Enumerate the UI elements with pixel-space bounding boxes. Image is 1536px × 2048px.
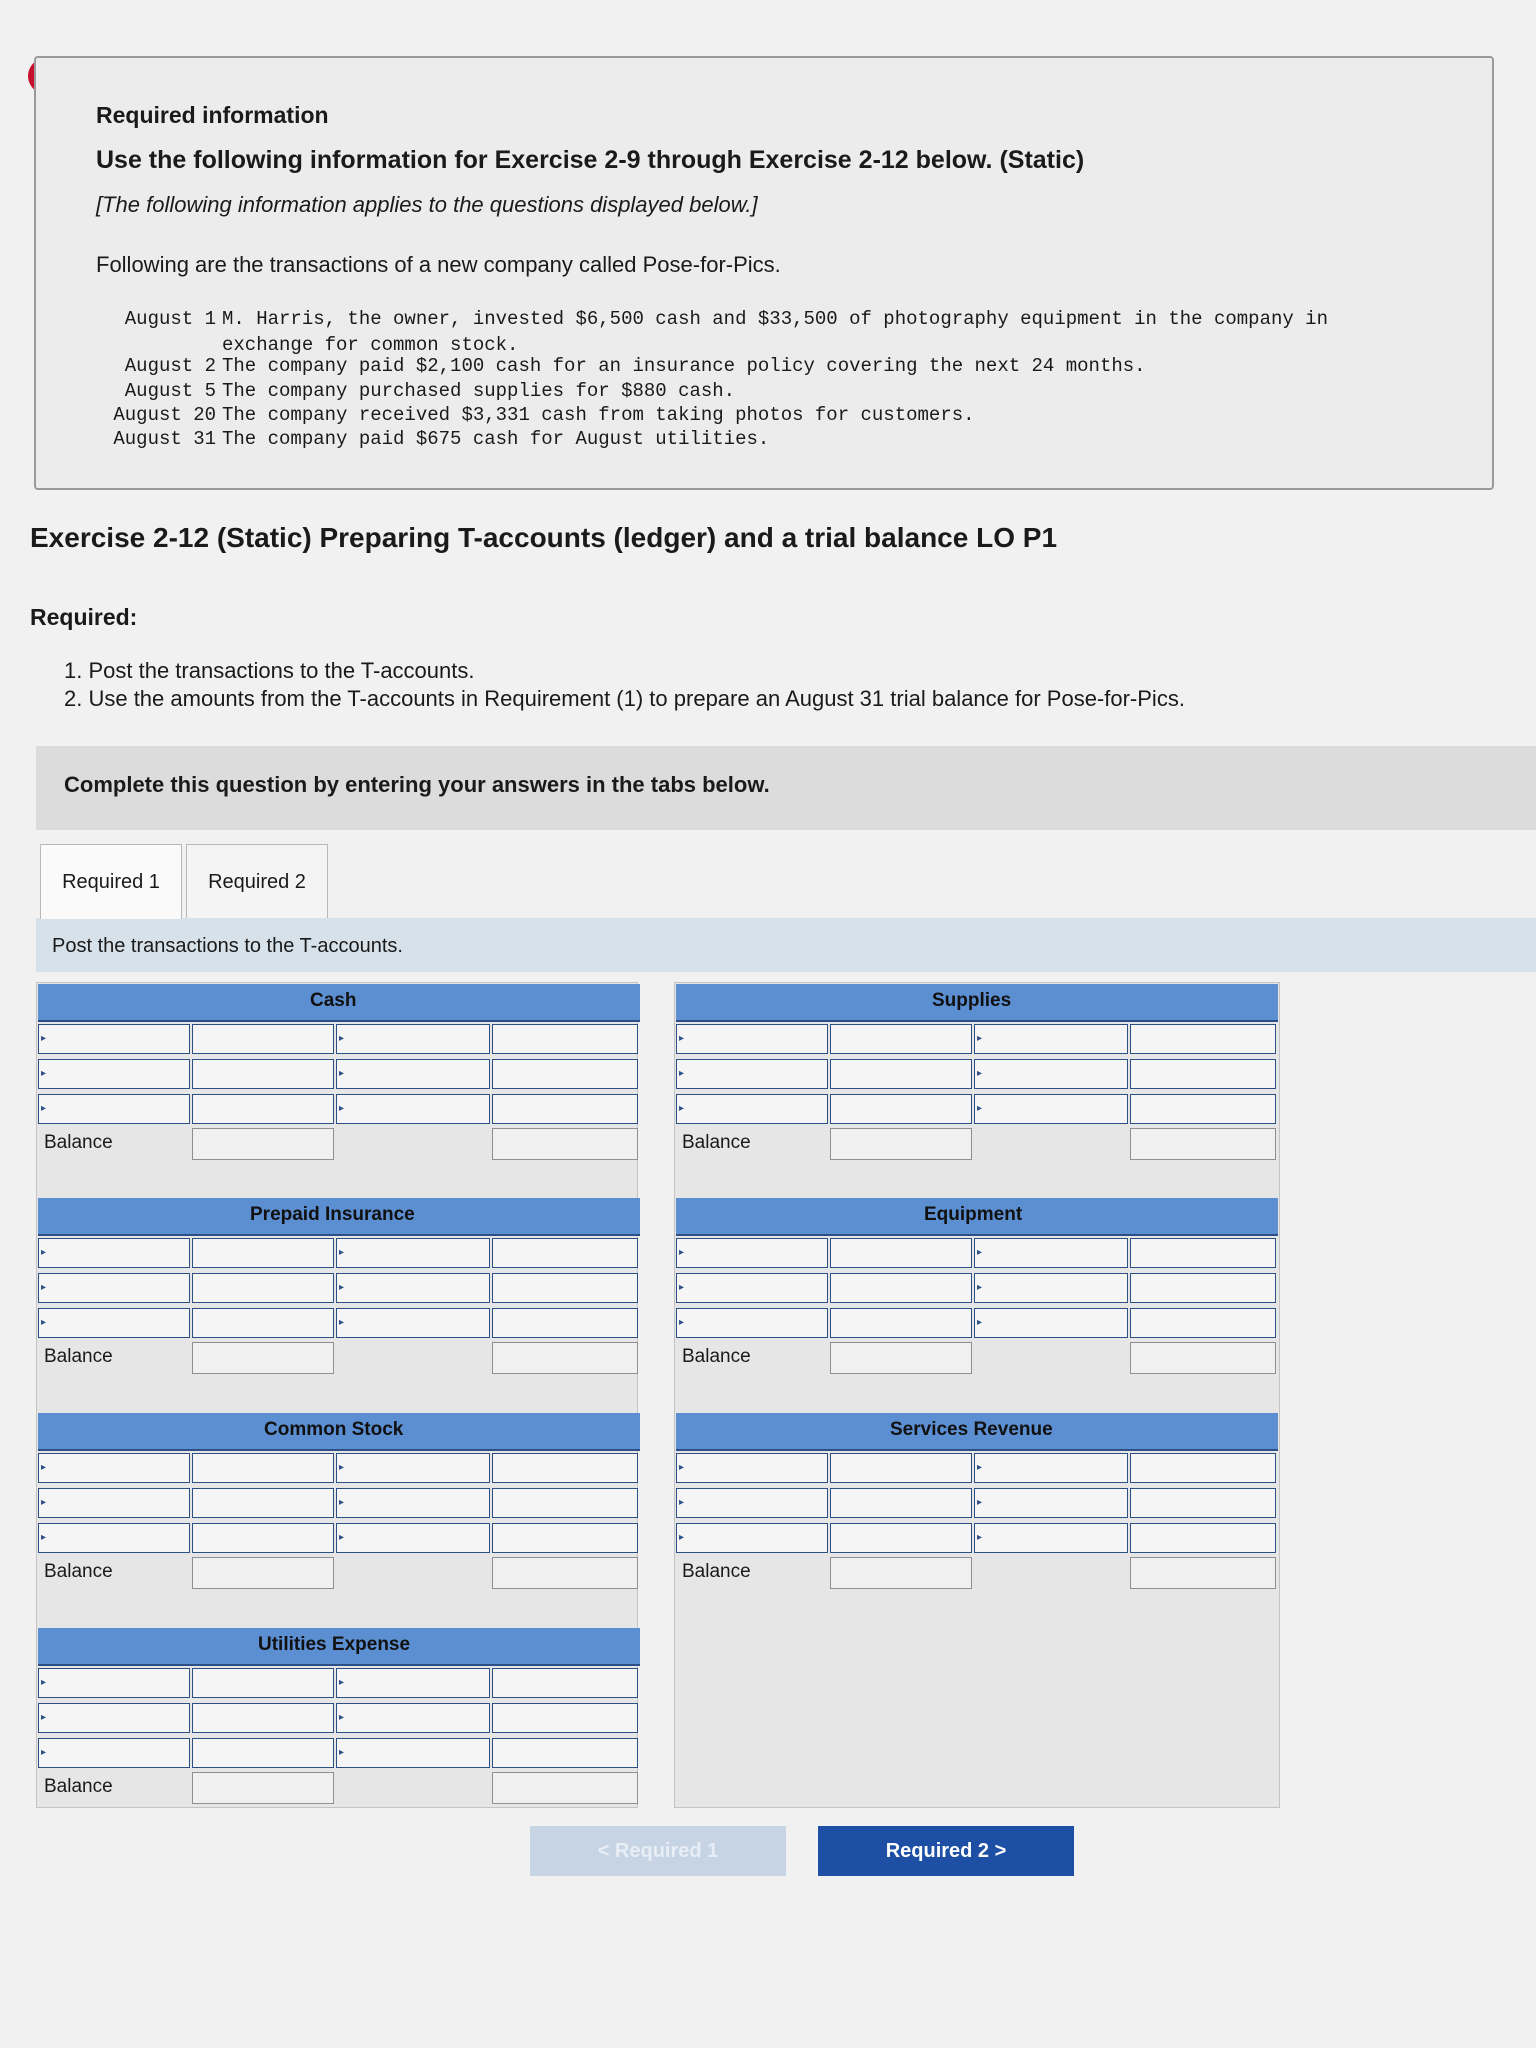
credit-amount-input[interactable] — [1130, 1453, 1276, 1483]
debit-amount-input[interactable] — [192, 1523, 334, 1553]
debit-amount-input[interactable] — [192, 1273, 334, 1303]
debit-balance-input[interactable] — [830, 1342, 972, 1374]
debit-balance-input[interactable] — [192, 1772, 334, 1804]
debit-amount-input[interactable] — [192, 1024, 334, 1054]
t-account-title: Common Stock — [264, 1419, 404, 1440]
dropdown-marker-icon: ▸ — [339, 1317, 345, 1328]
debit-amount-input[interactable] — [192, 1453, 334, 1483]
dropdown-marker-icon: ▸ — [339, 1747, 345, 1758]
debit-balance-input[interactable] — [192, 1342, 334, 1374]
credit-amount-input[interactable] — [492, 1238, 638, 1268]
debit-account-select[interactable] — [38, 1094, 190, 1124]
dropdown-marker-icon: ▸ — [41, 1247, 47, 1258]
credit-amount-input[interactable] — [492, 1523, 638, 1553]
info-intro: Following are the transactions of a new company called Pose-for-Pics. — [96, 252, 781, 277]
credit-amount-input[interactable] — [492, 1453, 638, 1483]
t-account-title: Utilities Expense — [258, 1634, 411, 1655]
dropdown-marker-icon: ▸ — [977, 1033, 983, 1044]
dropdown-marker-icon: ▸ — [977, 1068, 983, 1079]
credit-account-select[interactable] — [336, 1668, 490, 1698]
credit-account-select[interactable] — [336, 1738, 490, 1768]
credit-amount-input[interactable] — [492, 1059, 638, 1089]
credit-account-select[interactable] — [336, 1024, 490, 1054]
dropdown-marker-icon: ▸ — [339, 1068, 345, 1079]
credit-balance-input[interactable] — [1130, 1557, 1276, 1589]
debit-account-select[interactable] — [38, 1523, 190, 1553]
debit-amount-input[interactable] — [830, 1453, 972, 1483]
credit-balance-input[interactable] — [492, 1342, 638, 1374]
balance-label: Balance — [682, 1561, 751, 1582]
debit-account-select[interactable] — [38, 1024, 190, 1054]
dropdown-marker-icon: ▸ — [41, 1497, 47, 1508]
tab-instruction-text: Post the transactions to the T-accounts. — [52, 935, 403, 957]
transaction-text: The company received $3,331 cash from taking photos for customers. — [222, 404, 975, 426]
balance-label: Balance — [682, 1346, 751, 1367]
dropdown-marker-icon: ▸ — [977, 1497, 983, 1508]
dropdown-marker-icon: ▸ — [977, 1103, 983, 1114]
info-subtitle: Use the following information for Exercise 2-9 through Exercise 2-12 below. (Static) — [96, 146, 1085, 174]
credit-balance-input[interactable] — [492, 1557, 638, 1589]
dropdown-marker-icon: ▸ — [679, 1247, 685, 1258]
debit-account-select[interactable] — [676, 1523, 828, 1553]
t-account-title: Services Revenue — [890, 1419, 1053, 1440]
debit-amount-input[interactable] — [830, 1094, 972, 1124]
debit-balance-input[interactable] — [830, 1128, 972, 1160]
dropdown-marker-icon: ▸ — [339, 1103, 345, 1114]
transaction-date: August 31 — [113, 428, 216, 450]
t-account-header — [676, 984, 1278, 1022]
dropdown-marker-icon: ▸ — [339, 1462, 345, 1473]
balance-label: Balance — [44, 1561, 113, 1582]
dropdown-marker-icon: ▸ — [41, 1068, 47, 1079]
credit-account-select[interactable] — [974, 1488, 1128, 1518]
credit-amount-input[interactable] — [492, 1273, 638, 1303]
debit-balance-input[interactable] — [192, 1128, 334, 1160]
dropdown-marker-icon: ▸ — [977, 1317, 983, 1328]
debit-account-select[interactable] — [676, 1273, 828, 1303]
credit-account-select[interactable] — [336, 1308, 490, 1338]
credit-account-select[interactable] — [974, 1308, 1128, 1338]
credit-amount-input[interactable] — [492, 1738, 638, 1768]
debit-amount-input[interactable] — [192, 1059, 334, 1089]
dropdown-marker-icon: ▸ — [41, 1677, 47, 1688]
debit-amount-input[interactable] — [830, 1238, 972, 1268]
credit-account-select[interactable] — [336, 1273, 490, 1303]
dropdown-marker-icon: ▸ — [41, 1747, 47, 1758]
t-account-cash — [38, 984, 640, 1156]
transaction-text: The company paid $2,100 cash for an insurance policy covering the next 24 months. — [222, 355, 1146, 377]
debit-balance-input[interactable] — [192, 1557, 334, 1589]
debit-amount-input[interactable] — [192, 1488, 334, 1518]
credit-account-select[interactable] — [974, 1453, 1128, 1483]
t-account-header — [38, 1413, 640, 1451]
credit-balance-input[interactable] — [1130, 1342, 1276, 1374]
t-account-title: Equipment — [924, 1204, 1023, 1225]
credit-account-select[interactable] — [974, 1273, 1128, 1303]
transaction-date: August 2 — [124, 355, 216, 377]
t-account-services-revenue — [676, 1413, 1278, 1585]
dropdown-marker-icon: ▸ — [339, 1033, 345, 1044]
debit-account-select[interactable] — [676, 1488, 828, 1518]
t-account-title: Supplies — [932, 990, 1012, 1011]
dropdown-marker-icon: ▸ — [679, 1033, 685, 1044]
required-label: Required: — [30, 604, 138, 630]
credit-account-select[interactable] — [974, 1523, 1128, 1553]
info-note: [The following information applies to the questions displayed below.] — [96, 192, 758, 217]
dropdown-marker-icon: ▸ — [41, 1103, 47, 1114]
debit-amount-input[interactable] — [830, 1024, 972, 1054]
debit-account-select[interactable] — [38, 1059, 190, 1089]
credit-amount-input[interactable] — [1130, 1308, 1276, 1338]
credit-account-select[interactable] — [974, 1094, 1128, 1124]
previous-button[interactable]: < Required 1 — [530, 1826, 786, 1876]
debit-amount-input[interactable] — [830, 1488, 972, 1518]
debit-account-select[interactable] — [38, 1308, 190, 1338]
credit-account-select[interactable] — [336, 1059, 490, 1089]
credit-amount-input[interactable] — [1130, 1488, 1276, 1518]
credit-amount-input[interactable] — [492, 1024, 638, 1054]
t-account-supplies — [676, 984, 1278, 1156]
dropdown-marker-icon: ▸ — [679, 1317, 685, 1328]
debit-account-select[interactable] — [676, 1308, 828, 1338]
exercise-title: Exercise 2-12 (Static) Preparing T-accounts (ledger) and a trial balance LO P1 — [30, 522, 1058, 553]
debit-amount-input[interactable] — [192, 1738, 334, 1768]
t-account-utilities-expense — [38, 1628, 640, 1800]
dropdown-marker-icon: ▸ — [339, 1712, 345, 1723]
credit-account-select[interactable] — [974, 1238, 1128, 1268]
credit-amount-input[interactable] — [492, 1703, 638, 1733]
credit-account-select[interactable] — [974, 1024, 1128, 1054]
balance-label: Balance — [44, 1132, 113, 1153]
transaction-text: The company paid $675 cash for August utilities. — [222, 428, 770, 450]
dropdown-marker-icon: ▸ — [339, 1677, 345, 1688]
dropdown-marker-icon: ▸ — [41, 1282, 47, 1293]
t-account-header — [38, 1628, 640, 1666]
credit-amount-input[interactable] — [492, 1308, 638, 1338]
dropdown-marker-icon: ▸ — [679, 1103, 685, 1114]
debit-account-select[interactable] — [676, 1024, 828, 1054]
dropdown-marker-icon: ▸ — [977, 1462, 983, 1473]
transaction-date: August 1 — [124, 308, 216, 330]
dropdown-marker-icon: ▸ — [977, 1247, 983, 1258]
credit-account-select[interactable] — [336, 1238, 490, 1268]
t-account-header — [676, 1413, 1278, 1451]
debit-amount-input[interactable] — [192, 1668, 334, 1698]
dropdown-marker-icon: ▸ — [679, 1462, 685, 1473]
t-account-prepaid-insurance — [38, 1198, 640, 1370]
t-account-common-stock — [38, 1413, 640, 1585]
credit-account-select[interactable] — [336, 1453, 490, 1483]
transaction-date: August 20 — [113, 404, 216, 426]
t-account-header — [38, 1198, 640, 1236]
credit-balance-input[interactable] — [492, 1128, 638, 1160]
dropdown-marker-icon: ▸ — [977, 1282, 983, 1293]
dropdown-marker-icon: ▸ — [679, 1282, 685, 1293]
transaction-date: August 5 — [124, 380, 216, 402]
dropdown-marker-icon: ▸ — [41, 1532, 47, 1543]
dropdown-marker-icon: ▸ — [679, 1068, 685, 1079]
credit-account-select[interactable] — [336, 1094, 490, 1124]
dropdown-marker-icon: ▸ — [339, 1532, 345, 1543]
debit-account-select[interactable] — [676, 1238, 828, 1268]
dropdown-marker-icon: ▸ — [977, 1532, 983, 1543]
tab-required-1[interactable]: Required 1 — [40, 844, 182, 919]
debit-account-select[interactable] — [38, 1738, 190, 1768]
transaction-text: The company purchased supplies for $880 cash. — [222, 380, 736, 402]
requirement-item: 2. Use the amounts from the T-accounts in Requirement (1) to prepare an August 31 trial balance for Pose-for-Pics. — [64, 686, 1185, 711]
instruction-text: Complete this question by entering your answers in the tabs below. — [64, 772, 770, 797]
requirement-item: 1. Post the transactions to the T-accounts. — [64, 658, 475, 683]
debit-account-select[interactable] — [38, 1273, 190, 1303]
debit-amount-input[interactable] — [830, 1308, 972, 1338]
t-account-title: Cash — [310, 990, 357, 1011]
debit-amount-input[interactable] — [830, 1523, 972, 1553]
debit-account-select[interactable] — [38, 1488, 190, 1518]
debit-amount-input[interactable] — [830, 1059, 972, 1089]
debit-account-select[interactable] — [38, 1668, 190, 1698]
credit-amount-input[interactable] — [1130, 1059, 1276, 1089]
dropdown-marker-icon: ▸ — [339, 1282, 345, 1293]
balance-label: Balance — [682, 1132, 751, 1153]
credit-account-select[interactable] — [336, 1488, 490, 1518]
credit-amount-input[interactable] — [492, 1094, 638, 1124]
credit-amount-input[interactable] — [1130, 1273, 1276, 1303]
dropdown-marker-icon: ▸ — [339, 1247, 345, 1258]
debit-account-select[interactable] — [38, 1703, 190, 1733]
credit-amount-input[interactable] — [1130, 1094, 1276, 1124]
debit-balance-input[interactable] — [830, 1557, 972, 1589]
dropdown-marker-icon: ▸ — [679, 1532, 685, 1543]
balance-label: Balance — [44, 1346, 113, 1367]
credit-balance-input[interactable] — [492, 1772, 638, 1804]
dropdown-marker-icon: ▸ — [339, 1497, 345, 1508]
credit-account-select[interactable] — [974, 1059, 1128, 1089]
dropdown-marker-icon: ▸ — [41, 1033, 47, 1044]
t-account-header — [38, 984, 640, 1022]
t-account-title: Prepaid Insurance — [250, 1204, 415, 1225]
credit-balance-input[interactable] — [1130, 1128, 1276, 1160]
debit-amount-input[interactable] — [192, 1238, 334, 1268]
debit-account-select[interactable] — [676, 1059, 828, 1089]
info-title: Required information — [96, 102, 329, 128]
t-account-equipment — [676, 1198, 1278, 1370]
next-button[interactable]: Required 2 > — [818, 1826, 1074, 1876]
credit-account-select[interactable] — [336, 1703, 490, 1733]
debit-account-select[interactable] — [38, 1453, 190, 1483]
credit-amount-input[interactable] — [1130, 1024, 1276, 1054]
debit-account-select[interactable] — [676, 1094, 828, 1124]
dropdown-marker-icon: ▸ — [41, 1712, 47, 1723]
transaction-text-continued: exchange for common stock. — [222, 334, 519, 356]
credit-amount-input[interactable] — [1130, 1523, 1276, 1553]
credit-account-select[interactable] — [336, 1523, 490, 1553]
debit-account-select[interactable] — [676, 1453, 828, 1483]
debit-amount-input[interactable] — [192, 1094, 334, 1124]
t-account-header — [676, 1198, 1278, 1236]
debit-amount-input[interactable] — [192, 1308, 334, 1338]
transaction-text: M. Harris, the owner, invested $6,500 cash and $33,500 of photography equipment in the company in — [222, 308, 1328, 330]
credit-amount-input[interactable] — [492, 1668, 638, 1698]
debit-account-select[interactable] — [38, 1238, 190, 1268]
debit-amount-input[interactable] — [192, 1703, 334, 1733]
credit-amount-input[interactable] — [492, 1488, 638, 1518]
dropdown-marker-icon: ▸ — [41, 1317, 47, 1328]
debit-amount-input[interactable] — [830, 1273, 972, 1303]
dropdown-marker-icon: ▸ — [679, 1497, 685, 1508]
dropdown-marker-icon: ▸ — [41, 1462, 47, 1473]
tab-required-2[interactable]: Required 2 — [186, 844, 328, 920]
credit-amount-input[interactable] — [1130, 1238, 1276, 1268]
balance-label: Balance — [44, 1776, 113, 1797]
